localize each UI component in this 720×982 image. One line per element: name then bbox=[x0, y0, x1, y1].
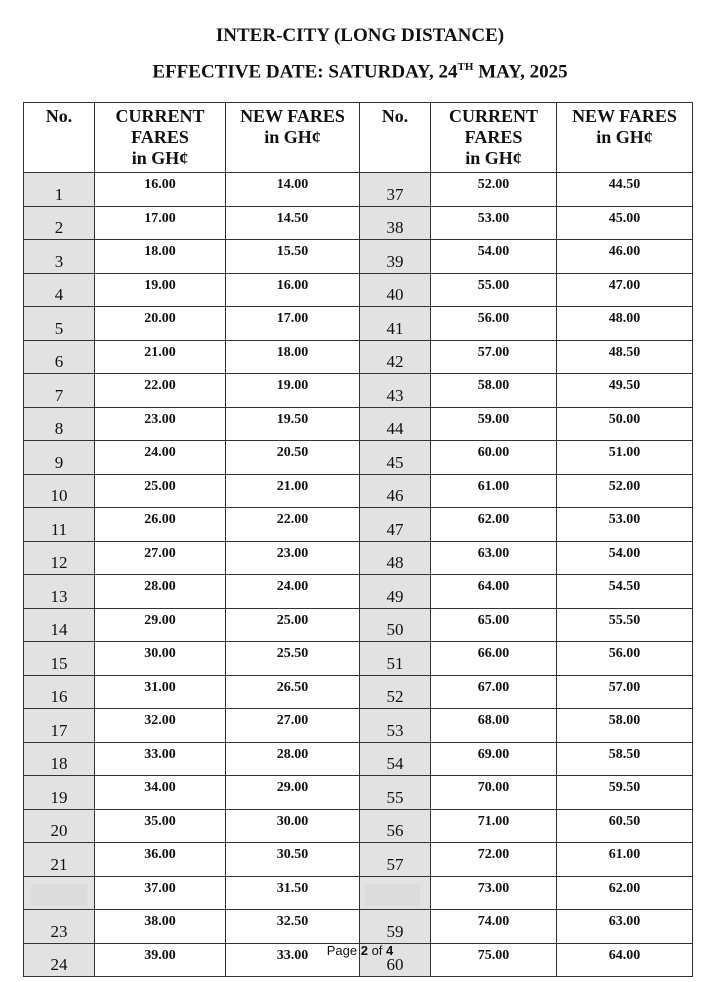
table-row bbox=[24, 742, 693, 776]
current-fare: 23.00 bbox=[95, 407, 226, 441]
new-fare: 45.00 bbox=[557, 206, 693, 240]
row-number: 4 bbox=[24, 273, 95, 307]
new-fare: 31.50 bbox=[226, 876, 360, 910]
new-fare: 17.00 bbox=[226, 307, 360, 341]
new-fare: 47.00 bbox=[557, 273, 693, 307]
header-new-l1: NEW FARES bbox=[240, 106, 345, 126]
header-current-l2: FARES bbox=[131, 127, 189, 147]
current-fare: 53.00 bbox=[431, 206, 557, 240]
new-fare: 32.50 bbox=[226, 910, 360, 944]
new-fare: 25.00 bbox=[226, 608, 360, 642]
current-fare: 63.00 bbox=[431, 541, 557, 575]
row-number: 55 bbox=[360, 776, 431, 810]
current-fare: 59.00 bbox=[431, 407, 557, 441]
table-row bbox=[24, 307, 693, 341]
header-current-l3: in GH¢ bbox=[465, 148, 522, 168]
row-number: 6 bbox=[24, 340, 95, 374]
new-fare: 58.50 bbox=[557, 742, 693, 776]
current-fare: 56.00 bbox=[431, 307, 557, 341]
gray-highlight-box bbox=[365, 884, 420, 906]
current-fare: 29.00 bbox=[95, 608, 226, 642]
row-number: 19 bbox=[24, 776, 95, 810]
new-fare: 51.00 bbox=[557, 441, 693, 475]
current-fare: 22.00 bbox=[95, 374, 226, 408]
table-row bbox=[24, 541, 693, 575]
current-fare: 73.00 bbox=[431, 876, 557, 910]
new-fare: 63.00 bbox=[557, 910, 693, 944]
new-fare: 53.00 bbox=[557, 508, 693, 542]
new-fare: 22.00 bbox=[226, 508, 360, 542]
table-row bbox=[24, 173, 693, 207]
current-fare: 30.00 bbox=[95, 642, 226, 676]
new-fare: 48.50 bbox=[557, 340, 693, 374]
new-fare: 49.50 bbox=[557, 374, 693, 408]
current-fare: 57.00 bbox=[431, 340, 557, 374]
row-number: 12 bbox=[24, 541, 95, 575]
row-number: 50 bbox=[360, 608, 431, 642]
page-footer bbox=[0, 943, 720, 958]
table-row bbox=[24, 407, 693, 441]
current-fare: 39.00 bbox=[95, 943, 226, 977]
new-fare: 15.50 bbox=[226, 240, 360, 274]
row-number: 46 bbox=[360, 474, 431, 508]
row-number: 41 bbox=[360, 307, 431, 341]
row-number: 39 bbox=[360, 240, 431, 274]
header-new-fares bbox=[226, 103, 360, 173]
row-number: 44 bbox=[360, 407, 431, 441]
current-fare: 68.00 bbox=[431, 709, 557, 743]
effective-date-prefix: EFFECTIVE DATE: SATURDAY, 24 bbox=[152, 61, 458, 83]
new-fare: 26.50 bbox=[226, 675, 360, 709]
new-fare: 19.50 bbox=[226, 407, 360, 441]
table-row bbox=[24, 675, 693, 709]
new-fare: 33.00 bbox=[226, 943, 360, 977]
current-fare: 65.00 bbox=[431, 608, 557, 642]
table-row bbox=[24, 809, 693, 843]
new-fare: 30.50 bbox=[226, 843, 360, 877]
row-number: 43 bbox=[360, 374, 431, 408]
row-number: 37 bbox=[360, 173, 431, 207]
current-fare: 72.00 bbox=[431, 843, 557, 877]
new-fare: 57.00 bbox=[557, 675, 693, 709]
row-number: 24 bbox=[24, 943, 95, 977]
new-fare: 18.00 bbox=[226, 340, 360, 374]
new-fare: 24.00 bbox=[226, 575, 360, 609]
current-fare: 21.00 bbox=[95, 340, 226, 374]
table-row bbox=[24, 273, 693, 307]
effective-date-suffix: MAY, 2025 bbox=[473, 61, 568, 83]
header-current-l2: FARES bbox=[464, 127, 523, 147]
current-fare: 32.00 bbox=[95, 709, 226, 743]
new-fare: 62.00 bbox=[557, 876, 693, 910]
row-number: 8 bbox=[24, 407, 95, 441]
new-fare: 61.00 bbox=[557, 843, 693, 877]
row-number: 1 bbox=[24, 173, 95, 207]
current-fare: 19.00 bbox=[95, 273, 226, 307]
current-fare: 26.00 bbox=[95, 508, 226, 542]
new-fare: 20.50 bbox=[226, 441, 360, 475]
current-fare: 17.00 bbox=[95, 206, 226, 240]
row-number: 51 bbox=[360, 642, 431, 676]
current-fare: 27.00 bbox=[95, 541, 226, 575]
header-new-fares-2 bbox=[557, 103, 693, 173]
page-number: 2 bbox=[360, 943, 368, 958]
row-number: 54 bbox=[360, 742, 431, 776]
current-fare: 74.00 bbox=[431, 910, 557, 944]
new-fare: 19.00 bbox=[226, 374, 360, 408]
header-new-l2: in GH¢ bbox=[596, 127, 653, 147]
header-current-fares-2 bbox=[431, 103, 557, 173]
current-fare: 69.00 bbox=[431, 742, 557, 776]
new-fare: 27.00 bbox=[226, 709, 360, 743]
current-fare: 66.00 bbox=[431, 642, 557, 676]
table-row bbox=[24, 642, 693, 676]
table-row bbox=[24, 340, 693, 374]
row-number: 48 bbox=[360, 541, 431, 575]
current-fare: 64.00 bbox=[431, 575, 557, 609]
current-fare: 55.00 bbox=[431, 273, 557, 307]
header-new-l2: in GH¢ bbox=[264, 127, 321, 147]
row-number: 14 bbox=[24, 608, 95, 642]
current-fare: 70.00 bbox=[431, 776, 557, 810]
table-row bbox=[24, 206, 693, 240]
table-row bbox=[24, 441, 693, 475]
current-fare: 16.00 bbox=[95, 173, 226, 207]
row-number: 45 bbox=[360, 441, 431, 475]
current-fare: 24.00 bbox=[95, 441, 226, 475]
of-word: of bbox=[367, 943, 387, 958]
row-number: 38 bbox=[360, 206, 431, 240]
table-header-row bbox=[24, 103, 693, 173]
new-fare: 21.00 bbox=[226, 474, 360, 508]
row-number: 59 bbox=[360, 910, 431, 944]
row-number: 15 bbox=[24, 642, 95, 676]
current-fare: 36.00 bbox=[95, 843, 226, 877]
current-fare: 58.00 bbox=[431, 374, 557, 408]
new-fare: 60.50 bbox=[557, 809, 693, 843]
table-row bbox=[24, 240, 693, 274]
current-fare: 34.00 bbox=[95, 776, 226, 810]
header-current-fares bbox=[95, 103, 226, 173]
header-current-l3: in GH¢ bbox=[131, 148, 189, 168]
header-new-l1: NEW FARES bbox=[572, 106, 677, 126]
row-number: 49 bbox=[360, 575, 431, 609]
row-number: 20 bbox=[24, 809, 95, 843]
row-number: 53 bbox=[360, 709, 431, 743]
row-number: 2 bbox=[24, 206, 95, 240]
row-number: 3 bbox=[24, 240, 95, 274]
new-fare: 28.00 bbox=[226, 742, 360, 776]
new-fare: 46.00 bbox=[557, 240, 693, 274]
document-title: INTER-CITY (LONG DISTANCE) bbox=[215, 25, 505, 46]
new-fare: 48.00 bbox=[557, 307, 693, 341]
table-row bbox=[24, 709, 693, 743]
table-row bbox=[24, 876, 693, 910]
current-fare: 37.00 bbox=[95, 876, 226, 910]
new-fare: 29.00 bbox=[226, 776, 360, 810]
row-number: 10 bbox=[24, 474, 95, 508]
row-number: 11 bbox=[24, 508, 95, 542]
row-number: 57 bbox=[360, 843, 431, 877]
new-fare: 25.50 bbox=[226, 642, 360, 676]
current-fare: 71.00 bbox=[431, 809, 557, 843]
current-fare: 35.00 bbox=[95, 809, 226, 843]
gray-highlight-box bbox=[31, 884, 87, 906]
new-fare: 44.50 bbox=[557, 173, 693, 207]
new-fare: 59.50 bbox=[557, 776, 693, 810]
row-number: 42 bbox=[360, 340, 431, 374]
effective-date-ordinal: TH bbox=[457, 61, 474, 73]
row-number: 7 bbox=[24, 374, 95, 408]
row-number: 23 bbox=[24, 910, 95, 944]
table-row bbox=[24, 374, 693, 408]
new-fare: 50.00 bbox=[557, 407, 693, 441]
current-fare: 54.00 bbox=[431, 240, 557, 274]
current-fare: 25.00 bbox=[95, 474, 226, 508]
new-fare: 54.50 bbox=[557, 575, 693, 609]
current-fare: 28.00 bbox=[95, 575, 226, 609]
fare-table-body bbox=[24, 173, 693, 977]
table-row bbox=[24, 508, 693, 542]
current-fare: 60.00 bbox=[431, 441, 557, 475]
row-number: 9 bbox=[24, 441, 95, 475]
new-fare: 54.00 bbox=[557, 541, 693, 575]
row-number: 40 bbox=[360, 273, 431, 307]
header-current-l1: CURRENT bbox=[448, 106, 538, 126]
current-fare: 62.00 bbox=[431, 508, 557, 542]
current-fare: 52.00 bbox=[431, 173, 557, 207]
current-fare: 31.00 bbox=[95, 675, 226, 709]
new-fare: 16.00 bbox=[226, 273, 360, 307]
current-fare: 38.00 bbox=[95, 910, 226, 944]
table-row bbox=[24, 474, 693, 508]
row-number: 21 bbox=[24, 843, 95, 877]
page-total: 4 bbox=[386, 943, 394, 958]
new-fare: 14.50 bbox=[226, 206, 360, 240]
new-fare: 30.00 bbox=[226, 809, 360, 843]
table-row bbox=[24, 776, 693, 810]
current-fare: 20.00 bbox=[95, 307, 226, 341]
new-fare: 52.00 bbox=[557, 474, 693, 508]
row-number: 5 bbox=[24, 307, 95, 341]
current-fare: 61.00 bbox=[431, 474, 557, 508]
table-row bbox=[24, 608, 693, 642]
row-number: 17 bbox=[24, 709, 95, 743]
row-number: 16 bbox=[24, 675, 95, 709]
fare-table bbox=[23, 102, 693, 977]
current-fare: 75.00 bbox=[431, 943, 557, 977]
new-fare: 23.00 bbox=[226, 541, 360, 575]
new-fare: 56.00 bbox=[557, 642, 693, 676]
row-number: 52 bbox=[360, 675, 431, 709]
new-fare: 14.00 bbox=[226, 173, 360, 207]
new-fare: 64.00 bbox=[557, 943, 693, 977]
current-fare: 67.00 bbox=[431, 675, 557, 709]
header-no: No. bbox=[24, 103, 95, 173]
effective-date bbox=[0, 61, 720, 83]
row-number: 13 bbox=[24, 575, 95, 609]
page-word: Page bbox=[326, 943, 361, 958]
row-number: 60 bbox=[360, 943, 431, 977]
row-number: 47 bbox=[360, 508, 431, 542]
current-fare: 18.00 bbox=[95, 240, 226, 274]
header-no-2: No. bbox=[360, 103, 431, 173]
header-current-l1: CURRENT bbox=[115, 106, 205, 126]
table-row bbox=[24, 575, 693, 609]
new-fare: 58.00 bbox=[557, 709, 693, 743]
table-row bbox=[24, 910, 693, 944]
current-fare: 33.00 bbox=[95, 742, 226, 776]
row-number: 18 bbox=[24, 742, 95, 776]
new-fare: 55.50 bbox=[557, 608, 693, 642]
table-row bbox=[24, 843, 693, 877]
row-number: 56 bbox=[360, 809, 431, 843]
